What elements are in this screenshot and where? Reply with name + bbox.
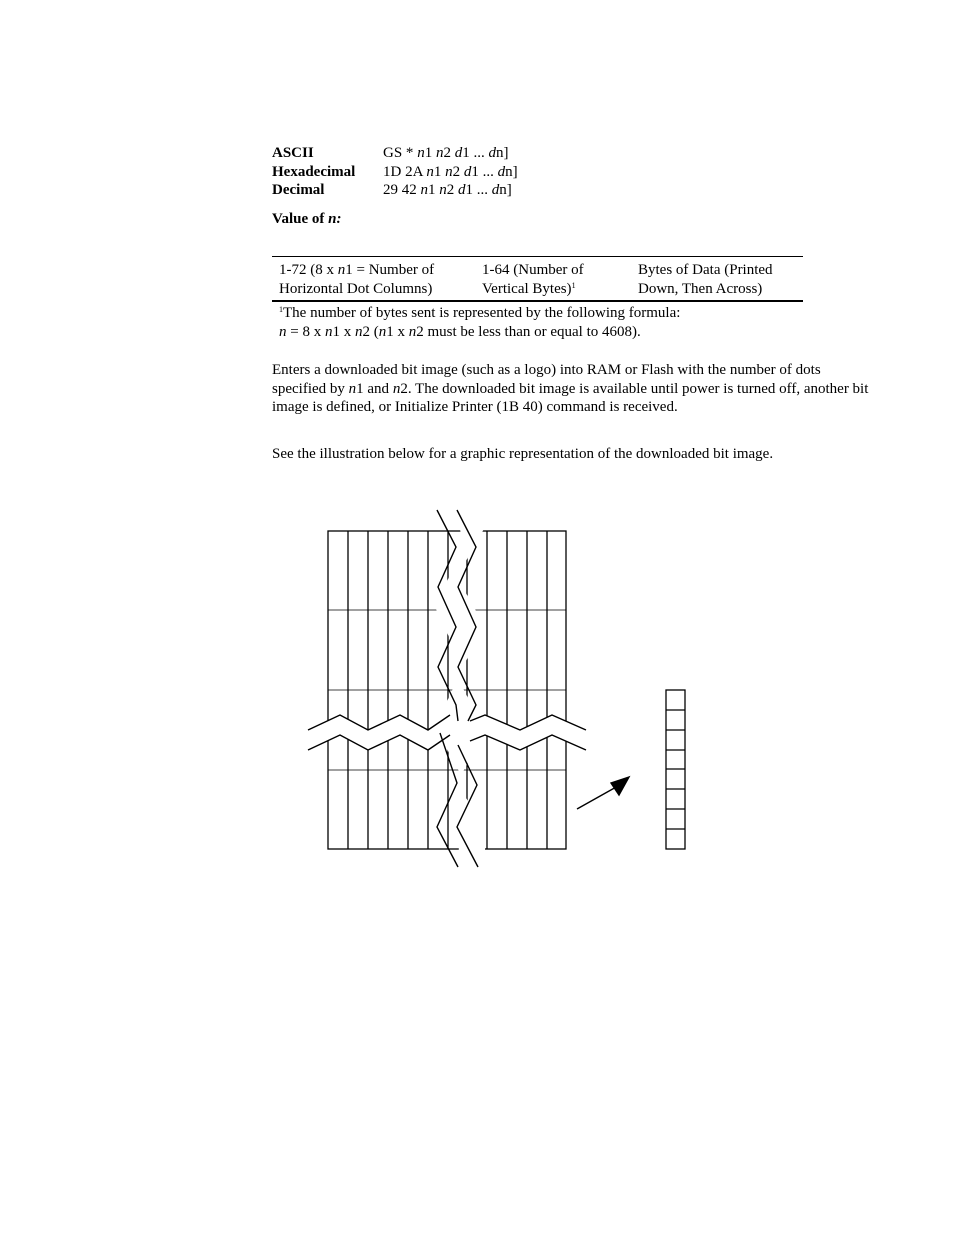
table-cell-dot-columns: 1-72 (8 x n1 = Number of Horizontal Dot Columns) [279, 262, 435, 297]
value-of-n-heading: Value of n: [272, 211, 342, 227]
code-label: ASCII [272, 145, 314, 161]
illustration-note: See the illustration below for a graphic representation of the downloaded bit image. [272, 446, 774, 462]
vertical-byte-column [666, 690, 685, 849]
code-value: 1D 2A n1 n2 d1 ... dn] [383, 163, 518, 180]
table-cell-bytes-of-data: Bytes of Data (Printed Down, Then Across) [638, 262, 773, 297]
code-value: GS * n1 n2 d1 ... dn] [383, 145, 509, 161]
description-paragraph: Enters a downloaded bit image (such as a logo) into RAM or Flash with the number of dots specified by n1 and n2. The downloaded bit image is available until power is turned off, another bit image is defined, or Initialize Printer (1B 40) command is received. [272, 362, 869, 415]
code-row-hexadecimal [272, 163, 518, 182]
footnote-marker: 1 [571, 281, 576, 290]
code-label: Decimal [272, 182, 325, 198]
code-label: Hexadecimal [272, 163, 356, 180]
code-row-decimal [272, 181, 518, 200]
bit-image-illustration [300, 505, 700, 875]
footnote-marker: 1 [279, 305, 283, 314]
formula: n = 8 x n1 x n2 (n1 x n2 must be less than or equal to 4608). [279, 324, 641, 340]
arrow-icon [577, 777, 629, 809]
table-footnote: $^1$The number of bytes sent is represented by the following formula: n = 8 x n1 x n2 (n1 x n2 must be less than or equal to 4608). [279, 305, 681, 340]
code-value: 29 42 n1 n2 d1 ... dn] [383, 182, 512, 198]
table-cell-vertical-bytes: 1-64 (Number of Vertical Bytes)$^1$ [482, 262, 584, 297]
code-row-ascii [272, 144, 518, 163]
command-codes [272, 144, 518, 200]
bit-image-grid [328, 531, 566, 849]
n-value-table [272, 256, 803, 302]
